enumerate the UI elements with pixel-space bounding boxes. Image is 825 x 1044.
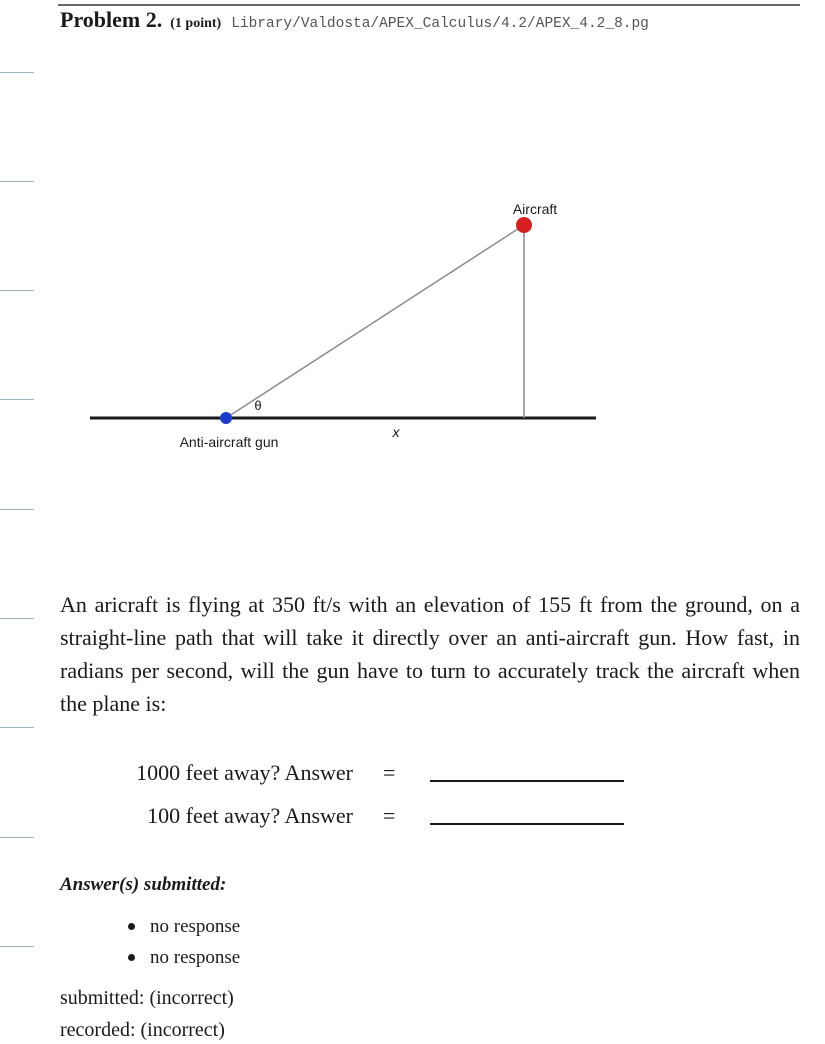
answer-input-100ft[interactable] [430,823,624,825]
submitted-status: submitted: (incorrect) [60,987,234,1009]
answer-input-1000ft[interactable] [430,780,624,782]
margin-rule [0,618,34,619]
recorded-status: recorded: (incorrect) [60,1019,225,1041]
response-text: no response [150,916,241,937]
response-text: no response [150,947,241,968]
margin-rule [0,946,34,947]
angle-label: θ [254,398,262,413]
equals-sign: = [383,803,396,828]
answers-submitted-heading: Answer(s) submitted: [60,874,227,895]
list-item [128,911,240,942]
answer-row-1000ft [0,758,825,788]
aircraft-label: Aircraft [512,201,558,217]
submitted-responses-list [128,911,240,973]
bullet-icon [128,923,135,930]
margin-rule [0,727,34,728]
aircraft-diagram [0,0,825,470]
answer-label: 100 feet away? Answer [147,803,353,828]
line-of-sight [226,225,524,418]
equals-sign: = [383,760,396,785]
problem-source-path: Library/Valdosta/APEX_Calculus/4.2/APEX_4.2_8.pg [231,16,649,32]
answer-row-100ft [0,801,825,831]
gun-label: Anti-aircraft gun [179,434,279,450]
list-item [128,942,240,973]
bullet-icon [128,954,135,961]
margin-rule [0,837,34,838]
distance-label: x [392,424,400,440]
margin-rule [0,509,34,510]
problem-statement: An aricraft is flying at 350 ft/s with an elevation of 155 ft from the ground, on a straight-line path that will take it directly over an anti-aircraft gun. How fast, in radians per second, will the gun have to turn to accurately track the aircraft when the plane is: [60,592,800,716]
problem-points: (1 point) [170,16,222,31]
gun-marker [220,412,232,424]
aircraft-marker [516,217,532,233]
answer-label: 1000 feet away? Answer [136,760,353,785]
problem-title: Problem 2. [60,7,163,32]
